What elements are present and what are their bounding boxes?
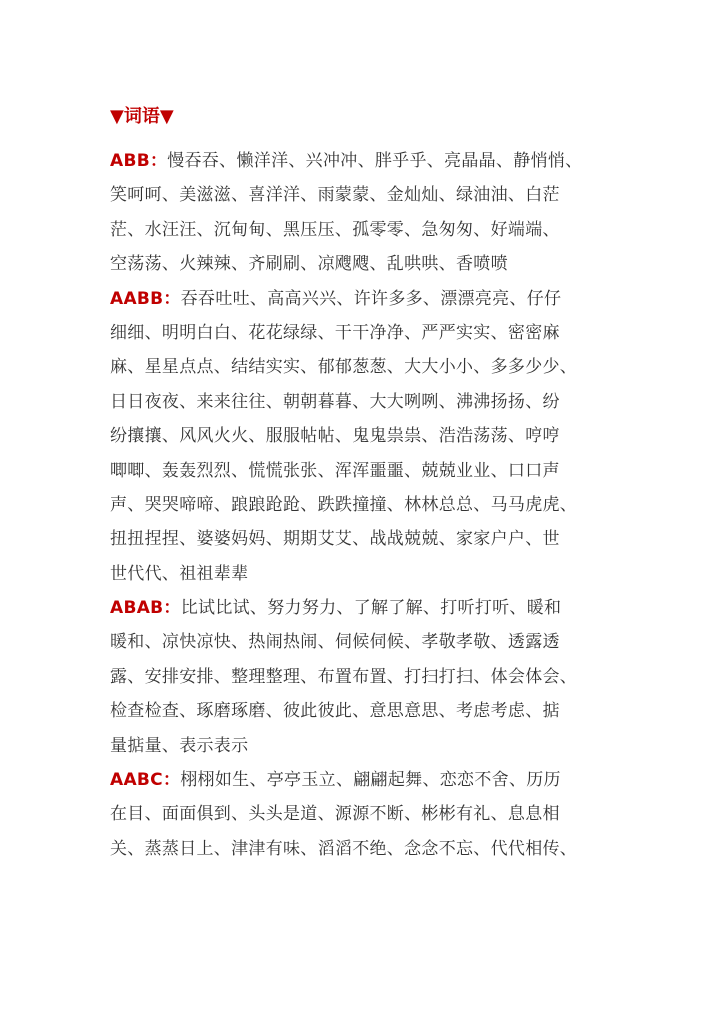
abab-line-4: 检查检查、琢磨琢磨、彼此彼此、意思意思、考虑考虑、掂 <box>110 701 560 722</box>
aabc-line-2: 在目、面面俱到、头头是道、源源不断、彬彬有礼、息息相 <box>110 804 560 825</box>
abab-section <box>110 591 630 763</box>
abb-line-3: 茫、水汪汪、沉甸甸、黑压压、孤零零、急匆匆、好端端、 <box>110 219 560 240</box>
aabc-line-3: 关、蒸蒸日上、津津有味、滔滔不绝、念念不忘、代代相传、 <box>110 838 578 859</box>
aabb-line-5: 纷攘攘、风风火火、服服帖帖、鬼鬼祟祟、浩浩荡荡、哼哼 <box>110 426 560 447</box>
aabb-label: AABB： <box>110 288 181 309</box>
aabb-section <box>110 282 630 592</box>
abab-line-1: 比试比试、努力努力、了解了解、打听打听、暖和 <box>180 598 562 619</box>
abb-line-2: 笑呵呵、美滋滋、喜洋洋、雨蒙蒙、金灿灿、绿油油、白茫 <box>110 185 560 206</box>
abab-line-3: 露、安排安排、整理整理、布置布置、打扫打扫、体会体会、 <box>110 666 578 687</box>
aabb-line-1: 吞吞吐吐、高高兴兴、许许多多、漂漂亮亮、仔仔 <box>180 288 562 309</box>
aabc-section <box>110 763 630 866</box>
abab-label: ABAB： <box>110 598 181 619</box>
aabc-line-1: 栩栩如生、亭亭玉立、翩翩起舞、恋恋不舍、历历 <box>180 770 561 791</box>
document-page <box>110 104 630 866</box>
aabb-line-9: 世代代、祖祖辈辈 <box>110 563 249 584</box>
aabb-line-3: 麻、星星点点、结结实实、郁郁葱葱、大大小小、多多少少、 <box>110 357 578 378</box>
aabb-line-6: 唧唧、轰轰烈烈、慌慌张张、浑浑噩噩、兢兢业业、口口声 <box>110 460 560 481</box>
text-line <box>110 591 630 625</box>
aabb-line-4: 日日夜夜、来来往往、朝朝暮暮、大大咧咧、沸沸扬扬、纷 <box>110 391 560 412</box>
abb-label: ABB： <box>110 151 168 171</box>
aabb-line-7: 声、哭哭啼啼、踉踉跄跄、跌跌撞撞、林林总总、马马虎虎、 <box>110 494 578 515</box>
text-line <box>110 282 630 316</box>
text-line <box>110 144 630 178</box>
section-heading: ▼词语▼ <box>110 106 174 127</box>
abb-line-1: 慢吞吞、懒洋洋、兴冲冲、胖乎乎、亮晶晶、静悄悄、 <box>167 151 583 171</box>
aabb-line-8: 扭扭捏捏、婆婆妈妈、期期艾艾、战战兢兢、家家户户、世 <box>110 529 560 550</box>
text-line <box>110 763 630 797</box>
abab-line-5: 量掂量、表示表示 <box>110 735 249 756</box>
abb-section <box>110 144 630 282</box>
aabb-line-2: 细细、明明白白、花花绿绿、干干净净、严严实实、密密麻 <box>110 322 560 343</box>
aabc-label: AABC： <box>110 770 181 791</box>
abab-line-2: 暖和、凉快凉快、热闹热闹、伺候伺候、孝敬孝敬、透露透 <box>110 632 560 653</box>
abb-line-4: 空荡荡、火辣辣、齐刷刷、凉飕飕、乱哄哄、香喷喷 <box>110 254 508 275</box>
